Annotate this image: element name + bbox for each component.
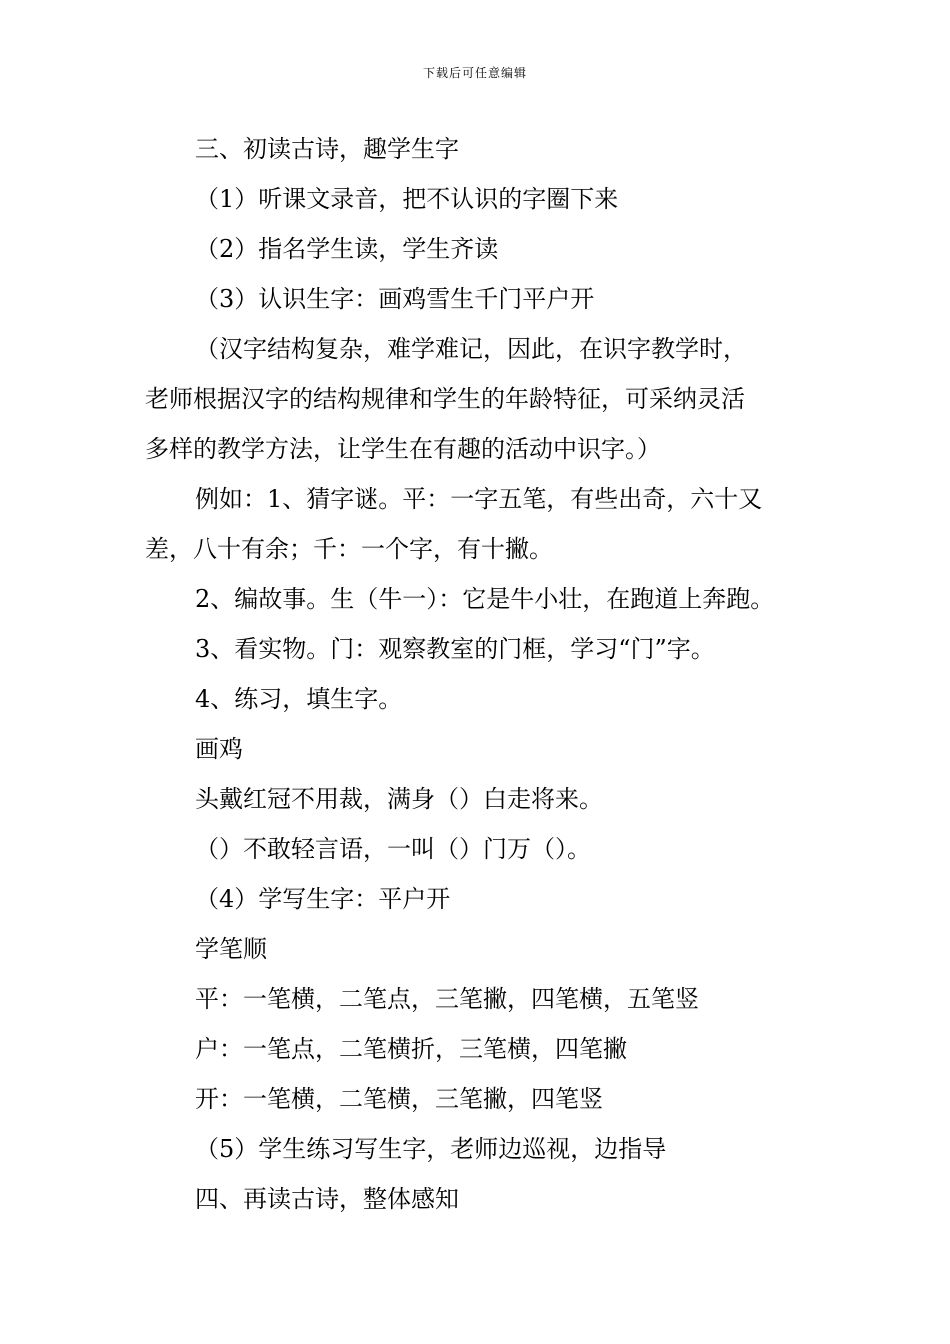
- poem-title: 画鸡: [195, 735, 243, 763]
- stroke-order-kai: 开：一笔横，二笔横，三笔撇，四笔竖: [195, 1085, 603, 1113]
- note-paragraph-line-1: （汉字结构复杂，难学难记，因此，在识字教学时，: [195, 335, 747, 363]
- section-heading-3: 三、初读古诗，趣学生字: [195, 135, 459, 163]
- page-header: 下载后可任意编辑: [422, 66, 527, 80]
- step-5-line: （5）学生练习写生字，老师边巡视，边指导: [195, 1135, 667, 1163]
- poem-line-2: （）不敢轻言语，一叫（）门万（）。: [195, 835, 591, 863]
- note-paragraph-line-2: 老师根据汉字的结构规律和学生的年龄特征，可采纳灵活: [145, 385, 745, 413]
- example-riddle-line-2: 差，八十有余；千：一个字，有十撇。: [145, 535, 553, 563]
- example-practice-line: 4、练习，填生字。: [195, 685, 403, 713]
- stroke-order-hu: 户：一笔点，二笔横折，三笔横，四笔撇: [195, 1035, 627, 1063]
- example-story-line: 2、编故事。生（牛一）：它是牛小壮，在跑道上奔跑。: [195, 585, 775, 613]
- example-riddle-line-1: 例如：1、猜字谜。平：一字五笔，有些出奇，六十又: [195, 485, 763, 513]
- step-4-line: （4）学写生字：平户开: [195, 885, 451, 913]
- poem-line-1: 头戴红冠不用裁，满身（）白走将来。: [195, 785, 603, 813]
- stroke-order-ping: 平：一笔横，二笔点，三笔撇，四笔横，五笔竖: [195, 985, 699, 1013]
- step-3-line: （3）认识生字：画鸡雪生千门平户开: [195, 285, 595, 313]
- section-heading-4: 四、再读古诗，整体感知: [195, 1185, 459, 1213]
- stroke-order-heading: 学笔顺: [195, 935, 267, 963]
- step-1-line: （1）听课文录音，把不认识的字圈下来: [195, 185, 619, 213]
- step-2-line: （2）指名学生读，学生齐读: [195, 235, 499, 263]
- example-object-line: 3、看实物。门：观察教室的门框，学习“门”字。: [195, 635, 715, 663]
- note-paragraph-line-3: 多样的教学方法，让学生在有趣的活动中识字。）: [145, 435, 661, 463]
